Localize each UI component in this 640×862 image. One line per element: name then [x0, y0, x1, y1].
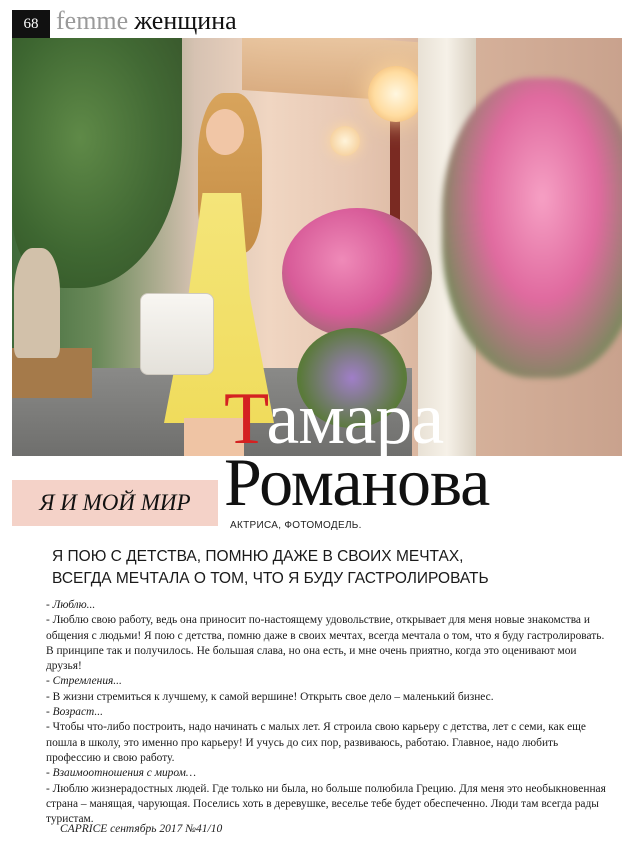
question-line: - Возраст...	[46, 706, 103, 719]
first-name-rest: амара	[266, 378, 444, 460]
pull-quote	[52, 546, 612, 590]
first-name-initial: Т	[224, 378, 267, 460]
section-title-en: femme	[56, 6, 129, 35]
photo-street-lamp	[368, 66, 424, 122]
last-name: Романова	[224, 444, 490, 520]
question-line: - Стремления...	[46, 675, 122, 688]
question-line: - Взаимоотношения с миром…	[46, 767, 197, 780]
photo-bystander	[14, 248, 60, 358]
page-number: 68	[12, 10, 50, 38]
answer-paragraph: - Чтобы что-либо построить, надо начинать с малых лет. Я строила свою карьеру с детства, лет с семи, как еще пошла в школу, это именно про карьеру! И учусь до сих пор, развиваюсь, работаю. Главное, надо любить профессию и свою работу.	[46, 721, 586, 764]
answer-paragraph: - Люблю жизнерадостных людей. Где только ни была, но больше полюбила Грецию. Для меня это необыкновенная страна – манящая, чарующая. Поселись хоть в деревушке, веселье тебе будет обеспеченно. Люди там всегда рады туристам.	[46, 782, 606, 826]
photo-woman-face	[206, 109, 244, 155]
answer-paragraph: - В жизни стремиться к лучшему, к самой вершине! Открыть свое дело – маленький бизнес.	[46, 690, 494, 703]
section-title-ru: женщина	[134, 6, 237, 35]
pull-quote-line: ВСЕГДА МЕЧТАЛА О ТОМ, ЧТО Я БУДУ ГАСТРОЛИРОВАТЬ	[52, 570, 489, 587]
magazine-footer: CAPRICE сентябрь 2017 №41/10	[60, 823, 223, 835]
pull-quote-line: Я ПОЮ С ДЕТСТВА, ПОМНЮ ДАЖЕ В СВОИХ МЕЧТАХ,	[52, 548, 464, 565]
question-line: - Люблю...	[46, 599, 96, 611]
rubric-label: Я И МОЙ МИР	[12, 480, 218, 526]
photo-flowers-foreground	[442, 78, 622, 378]
photo-street-lamp-far	[330, 126, 360, 156]
section-header	[56, 6, 237, 36]
profession-caption: АКТРИСА, ФОТОМОДЕЛЬ.	[230, 520, 362, 531]
answer-paragraph: - Люблю свою работу, ведь она приносит по-настоящему удовольствие, открывает для меня новые знакомства и общения с людьми! Я пою с детства, помню даже в своих мечтах, всегда мечтала о том, что я буду гастролировать.	[46, 614, 605, 642]
article-body	[46, 598, 612, 827]
photo-handbag	[140, 293, 214, 375]
photo-flowers-pink	[282, 208, 432, 338]
answer-paragraph: В принципе так и получилось. Не большая слава, но она есть, и мне очень приятно, когда это оценивают мои друзья!	[46, 644, 577, 673]
